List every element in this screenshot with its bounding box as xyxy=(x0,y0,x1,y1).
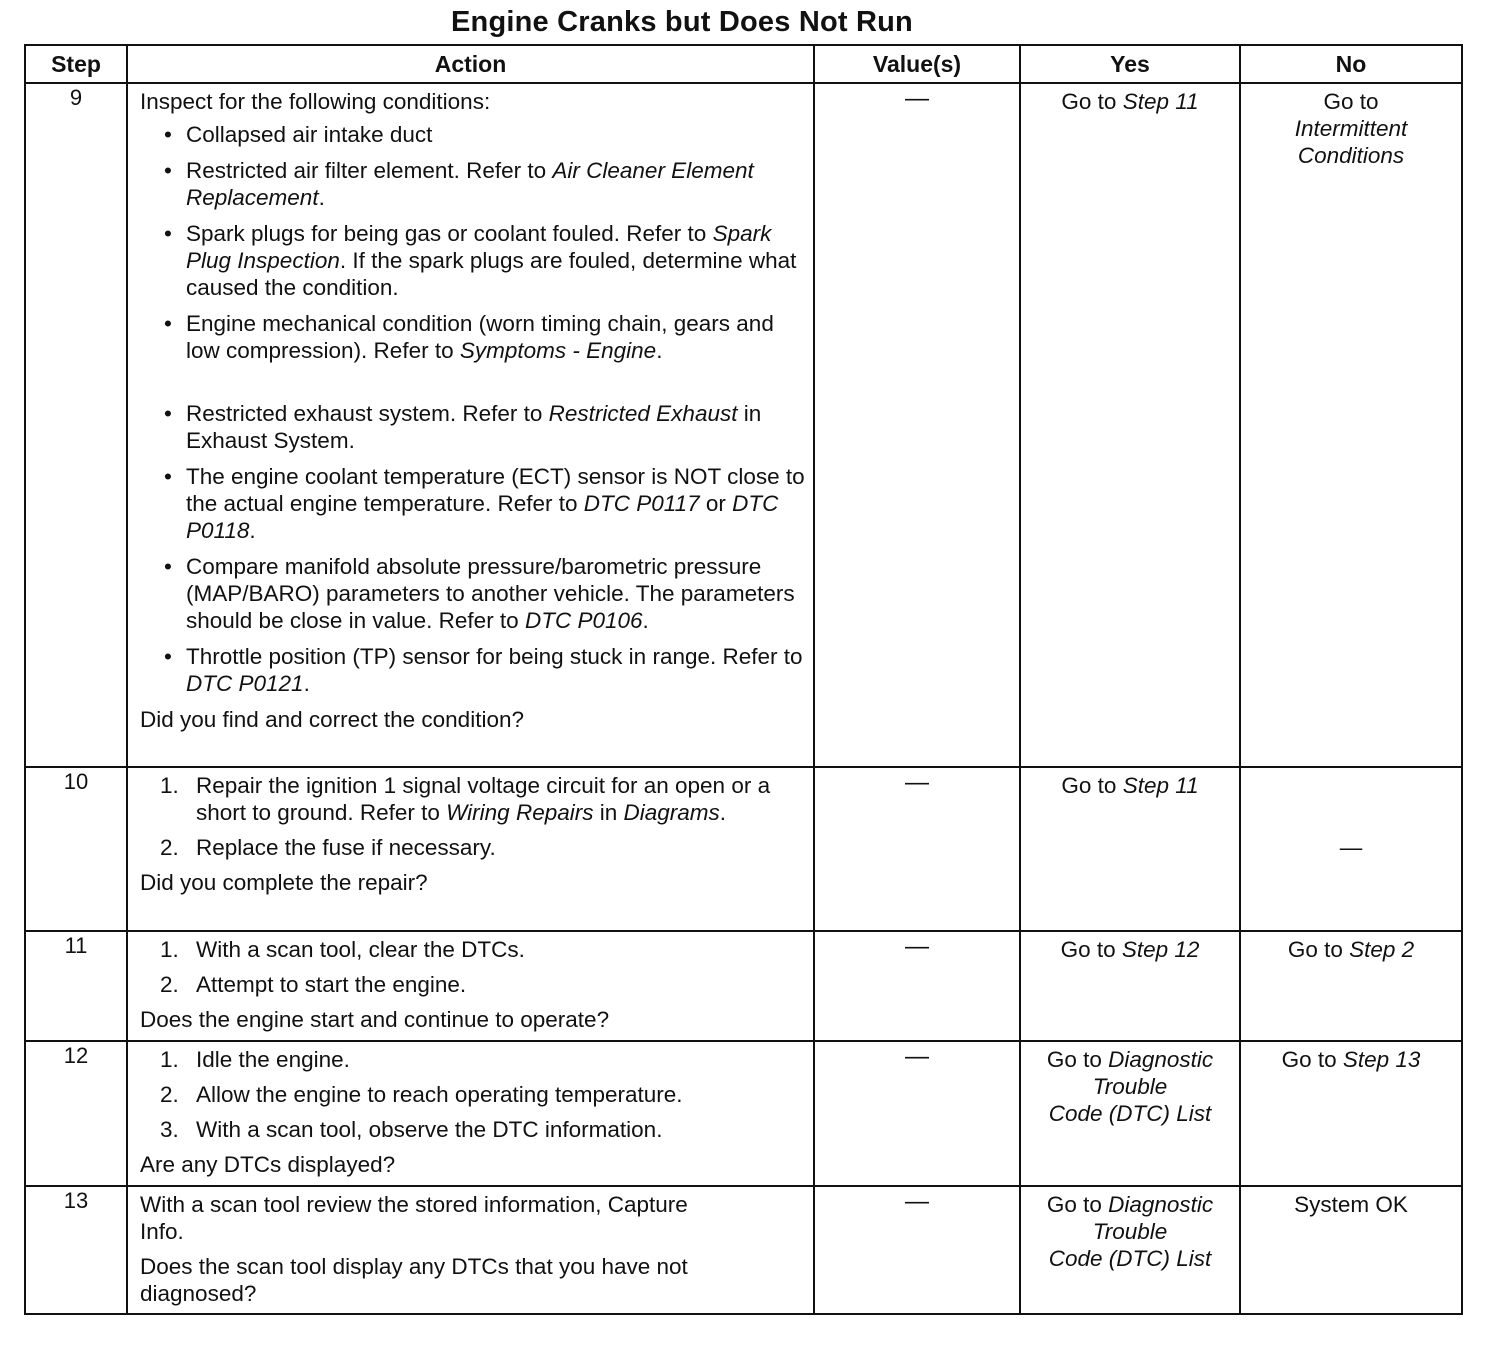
value-cell: — xyxy=(814,767,1020,931)
reference-text: DTC P0106 xyxy=(524,608,643,633)
header-yes: Yes xyxy=(1020,45,1240,83)
no-cell xyxy=(1240,931,1462,1041)
reference-text: Code (DTC) List xyxy=(1048,1101,1212,1126)
text-run: System OK xyxy=(1294,1192,1408,1217)
text-run: in Exhaust System. xyxy=(186,401,762,453)
action-cell xyxy=(127,1041,814,1186)
text-run: Replace the fuse if necessary. xyxy=(196,835,496,860)
text-run: With a scan tool, observe the DTC information. xyxy=(196,1117,663,1142)
value-cell: — xyxy=(814,1041,1020,1186)
text-run: Engine mechanical condition (worn timing chain, gears and low compression). Refer to xyxy=(186,311,774,363)
reference-text: Diagnostic xyxy=(1108,1192,1214,1217)
table-row xyxy=(25,1041,1462,1186)
text-run: in xyxy=(593,800,624,825)
text-run: Go to xyxy=(1061,89,1123,114)
text-run: With a scan tool, clear the DTCs. xyxy=(196,937,525,962)
reference-text: Restricted Exhaust xyxy=(548,401,738,426)
reference-text: Spark Plug Inspection xyxy=(186,221,772,273)
yes-cell xyxy=(1020,1186,1240,1314)
text-run: . xyxy=(303,671,310,696)
procedure-step xyxy=(140,1046,805,1073)
condition-list xyxy=(140,121,805,697)
step-number: 10 xyxy=(25,767,127,931)
action-intro: Inspect for the following conditions: xyxy=(140,89,491,114)
value-cell: — xyxy=(814,83,1020,767)
step-index: 1. xyxy=(160,937,179,962)
header-action: Action xyxy=(127,45,814,83)
yes-cell xyxy=(1020,931,1240,1041)
text-run: Go to xyxy=(1046,1192,1109,1217)
procedure-list xyxy=(140,1046,805,1143)
step-number: 13 xyxy=(25,1186,127,1314)
text-run: Go to xyxy=(1287,937,1350,962)
condition-item xyxy=(140,121,805,148)
reference-text: Trouble xyxy=(1092,1074,1168,1099)
text-run: Compare manifold absolute pressure/barometric pressure (MAP/BARO) parameters to another vehicle. The parameters should be close in value. Refer to xyxy=(186,554,795,633)
text-run: . xyxy=(642,608,649,633)
text-run: . If the spark plugs are fouled, determine what caused the condition. xyxy=(186,248,797,300)
step-index: 2. xyxy=(160,835,179,860)
text-run: Attempt to start the engine. xyxy=(196,972,467,997)
procedure-step xyxy=(140,1081,805,1108)
no-cell xyxy=(1240,83,1462,767)
value-cell: — xyxy=(814,931,1020,1041)
action-question: Does the scan tool display any DTCs that you have not diagnosed? xyxy=(140,1254,688,1306)
text-run: . xyxy=(656,338,663,363)
action-question: Are any DTCs displayed? xyxy=(140,1152,396,1177)
reference-text: Conditions xyxy=(1297,143,1405,168)
reference-text: Step 2 xyxy=(1349,937,1415,962)
step-index: 3. xyxy=(160,1117,179,1142)
procedure-list xyxy=(140,936,805,998)
step-index: 1. xyxy=(160,773,179,798)
no-cell xyxy=(1240,1186,1462,1314)
text-run: Go to xyxy=(1060,937,1122,962)
no-cell xyxy=(1240,1041,1462,1186)
text-run: Spark plugs for being gas or coolant fouled. Refer to xyxy=(186,221,713,246)
procedure-step xyxy=(140,772,805,826)
text-run: Go to xyxy=(1281,1047,1343,1072)
text-run: Restricted air filter element. Refer to xyxy=(186,158,553,183)
condition-item xyxy=(140,220,805,301)
text-run: or xyxy=(699,491,733,516)
reference-text: Trouble xyxy=(1092,1219,1168,1244)
action-cell xyxy=(127,1186,814,1314)
text-run: Throttle position (TP) sensor for being stuck in range. Refer to xyxy=(186,644,803,669)
condition-item xyxy=(140,643,805,697)
action-intro: With a scan tool review the stored information, Capture Info. xyxy=(140,1192,688,1244)
value-cell: — xyxy=(814,1186,1020,1314)
action-cell xyxy=(127,931,814,1041)
text-run: . xyxy=(719,800,727,825)
text-run: Go to xyxy=(1046,1047,1109,1072)
procedure-step xyxy=(140,936,805,963)
condition-item xyxy=(140,157,805,211)
text-run: Repair the ignition 1 signal voltage circuit for an open or a short to ground. Refer to xyxy=(196,773,771,825)
action-cell xyxy=(127,767,814,931)
text-run: Restricted exhaust system. Refer to xyxy=(186,401,549,426)
reference-text: Step 11 xyxy=(1122,773,1199,798)
yes-cell xyxy=(1020,767,1240,931)
yes-cell xyxy=(1020,83,1240,767)
reference-text: DTC P0117 xyxy=(583,491,700,516)
table-row xyxy=(25,1186,1462,1314)
procedure-step xyxy=(140,1116,805,1143)
step-number: 9 xyxy=(25,83,127,767)
reference-text: Intermittent xyxy=(1294,116,1408,141)
header-values: Value(s) xyxy=(814,45,1020,83)
action-question: Does the engine start and continue to operate? xyxy=(140,1007,610,1032)
procedure-step xyxy=(140,971,805,998)
step-number: 12 xyxy=(25,1041,127,1186)
condition-item xyxy=(140,400,805,454)
condition-item xyxy=(140,553,805,634)
step-index: 2. xyxy=(160,1082,179,1107)
text-run: Allow the engine to reach operating temperature. xyxy=(196,1082,683,1107)
no-cell xyxy=(1240,767,1462,931)
reference-text: Code (DTC) List xyxy=(1048,1246,1212,1271)
header-row xyxy=(25,45,1462,83)
page-title: Engine Cranks but Does Not Run xyxy=(451,6,913,38)
action-cell xyxy=(127,83,814,767)
step-number: 11 xyxy=(25,931,127,1041)
header-no: No xyxy=(1240,45,1462,83)
reference-text: Step 12 xyxy=(1121,937,1200,962)
action-question: Did you complete the repair? xyxy=(140,870,428,895)
reference-text: Diagrams xyxy=(623,800,720,825)
step-index: 1. xyxy=(160,1047,179,1072)
text-run: Idle the engine. xyxy=(196,1047,350,1072)
reference-text: Wiring Repairs xyxy=(446,800,594,825)
condition-item xyxy=(140,310,805,364)
action-question: Did you find and correct the condition? xyxy=(140,707,524,732)
table-row xyxy=(25,83,1462,767)
step-index: 2. xyxy=(160,972,179,997)
reference-text: Step 11 xyxy=(1122,89,1199,114)
text-run: Go to xyxy=(1323,89,1379,114)
text-run: Go to xyxy=(1061,773,1123,798)
reference-text: Diagnostic xyxy=(1108,1047,1214,1072)
reference-text: DTC P0121 xyxy=(186,671,304,696)
table-row xyxy=(25,767,1462,931)
header-step: Step xyxy=(25,45,127,83)
procedure-list xyxy=(140,772,805,861)
reference-text: DTC P0118 xyxy=(186,491,779,543)
table-row xyxy=(25,931,1462,1041)
procedure-step xyxy=(140,834,805,861)
yes-cell xyxy=(1020,1041,1240,1186)
text-run: . xyxy=(249,518,256,543)
reference-text: Air Cleaner Element Replacement xyxy=(186,158,754,210)
text-run: Collapsed air intake duct xyxy=(186,122,433,147)
text-run: — xyxy=(1339,834,1363,860)
reference-text: Symptoms - Engine xyxy=(459,338,657,363)
text-run: . xyxy=(318,185,325,210)
text-run: The engine coolant temperature (ECT) sensor is NOT close to the actual engine temperature. Refer to xyxy=(186,464,805,516)
reference-text: Step 13 xyxy=(1342,1047,1421,1072)
condition-item xyxy=(140,463,805,544)
diagnostic-table xyxy=(24,44,1463,1315)
